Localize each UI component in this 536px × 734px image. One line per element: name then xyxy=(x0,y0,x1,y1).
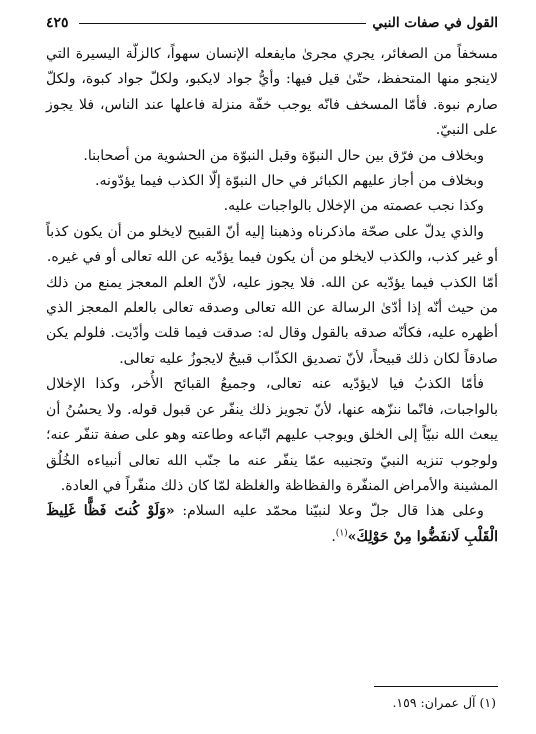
paragraph: فأمّا الكذبُ فيا لايؤدّيه عنه تعالى، وجميعُ القبائح الأُخر، وكذا الإخلال بالواجبات، فانّما ننزّهه عنها، لأنّ تجويز ذلك ينفّر عن قبول قوله. ولا يحسُنُ أن يبعث الله نبيّاً إلى الخلق ويوجب عليهم اتّباعه وطاعته وهو على صفة تنفّر عنه؛ ولوجوب تنزيه النبيّ وتجنيبه عمّا ينفّر عنه ما جنّب الله تعالى أنبياءه الخُلُق المشينة والأمراض المنفّرة والفظاظة والغلظة لمّا كان ذلك منفّراً في العادة. xyxy=(46,376,498,494)
paragraph: وكذا نجب عصمته من الإخلال بالواجبات عليه. xyxy=(223,198,484,215)
paragraph xyxy=(46,499,498,550)
body-text xyxy=(46,42,498,550)
quran-verse: «وَلَوْ كُنتَ فَظًّا غَلِيظَ الْقَلْبِ لَانفَضُّوا مِنْ حَوْلِكَ» xyxy=(46,503,498,545)
page-number: ٤٢٥ xyxy=(46,15,69,31)
running-title: القول في صفات النبي xyxy=(372,15,498,31)
footnote-rule xyxy=(374,686,498,687)
page-header xyxy=(46,10,498,36)
paragraph: والذي يدلّ على صحّة ماذكرناه وذهبنا إليه أنّ القبيح لايخلو من أن يكون كذباً أو غير كذب، والكذب لايخلو من أن يكون فيما يؤدّيه عن الله تعالى أو في غيره. xyxy=(46,223,498,266)
footnote-reference: (١) xyxy=(335,528,348,539)
paragraph: وبخلاف من أجاز عليهم الكبائر في حال النبوّة إلّا الكذب فيما يؤدّونه. xyxy=(95,173,484,190)
footnote: (١) آل عمران: ١٥٩. xyxy=(392,695,496,710)
paragraph: مسخفاً من الصغائر، يجري مجرىٰ مايفعله الإنسان سهواً، كالزلّة اليسيرة التي لاينجو منها المتحفظ، حتّىٰ قيل فيها: وأيُّ جواد لايكبو، ولكلّ جواد كبوة، ولكلّ صارم نبوة. فأمّا المسخف فانّه يوجب خفّة منزلة فاعلها عند الناس، فلا يجوز على النبيّ. xyxy=(46,46,498,139)
header-rule xyxy=(79,23,367,24)
paragraph: أمّا الكذب فيما يؤدّيه عن الله. فلا يجوز عليه، لأنّ العلم المعجز يمنع من ذلك من حيث أنّه إذا أدّىٰ الرسالة عن الله تعالى وصدقه تعالى بالعلم المعجز الذي أظهره عليه، فكأنّه صدقه بالقول وقال له: صدقت فيما قلت وأدّيت. فلولم يكن صادقاً لكان ذلك قبيحاً، لأنّ تصديق الكذّاب قبيحٌ لايجوزُ عليه تعالى. xyxy=(46,274,498,367)
paragraph-end: . xyxy=(331,528,336,545)
paragraph-text: وعلى هذا قال جلّ وعلا لنبيّنا محمّد عليه السلام: xyxy=(174,503,484,520)
paragraph: وبخلاف من فرّق بين حال النبوّة وقبل النبوّة من الحشوية من أصحابنا. xyxy=(83,147,484,164)
